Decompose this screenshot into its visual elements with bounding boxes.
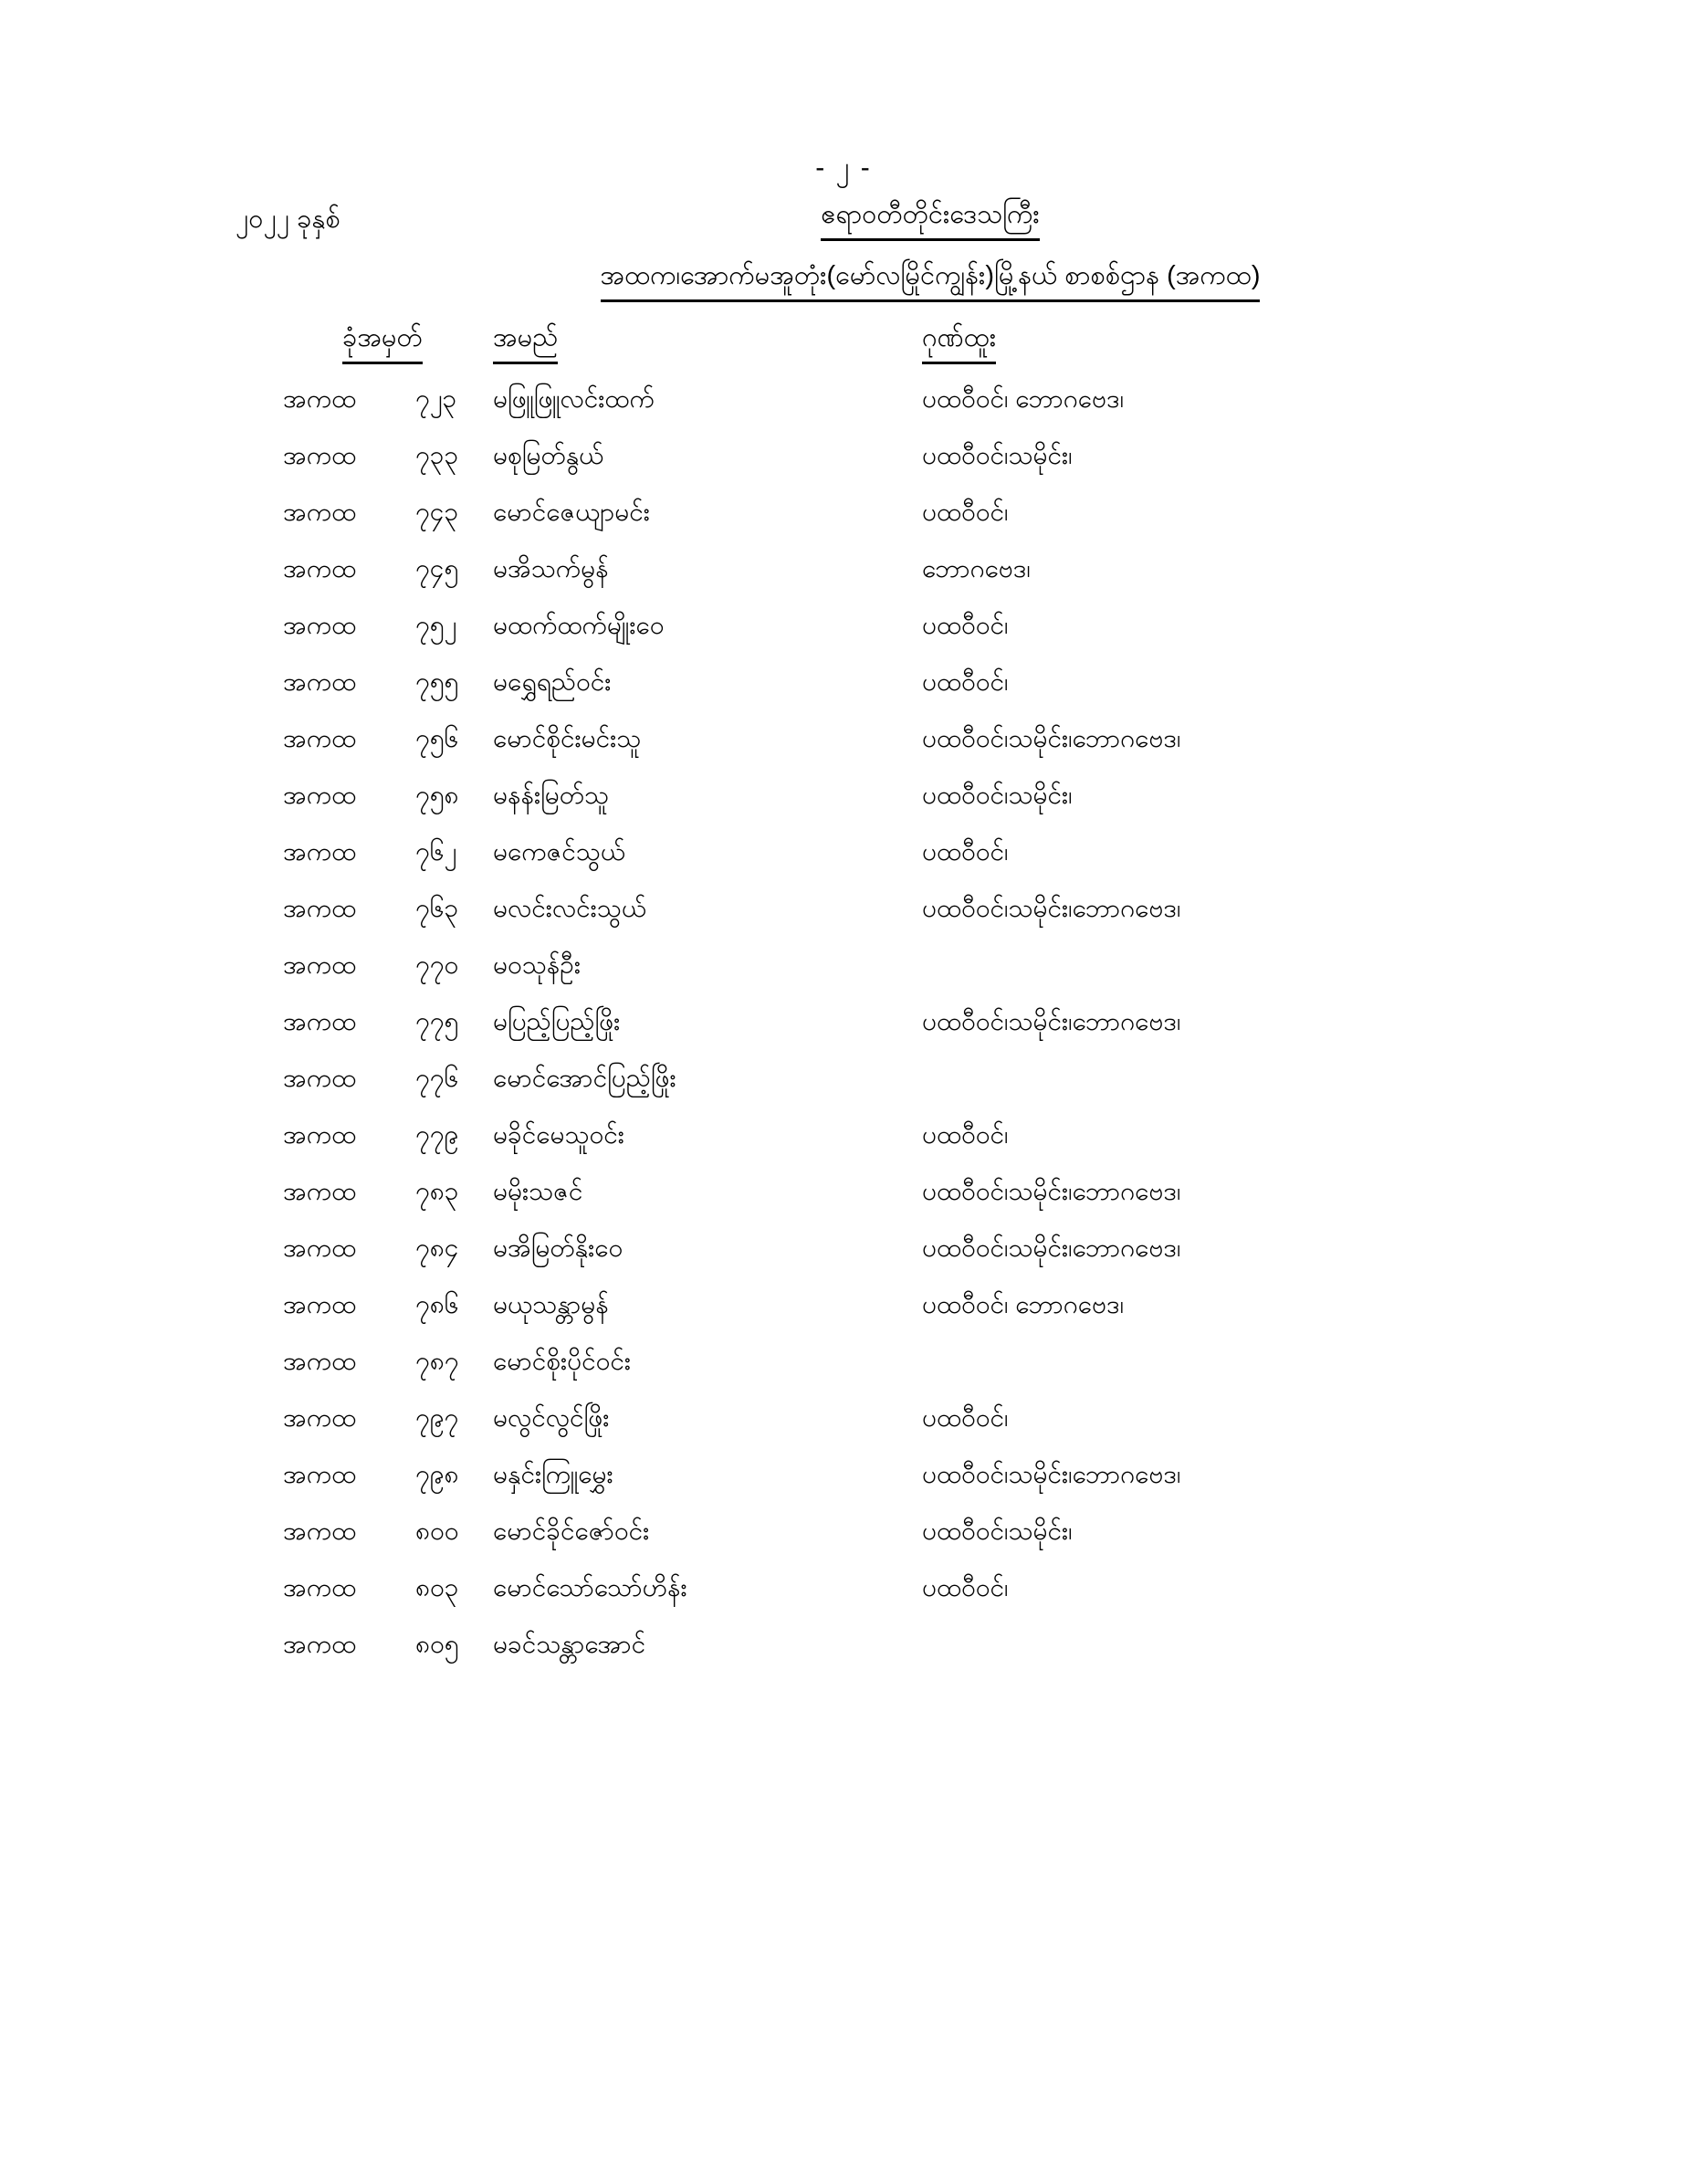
- roll-number-cell: ၇၈၄: [415, 1234, 459, 1262]
- distinction-cell: ပထဝီဝင်၊: [922, 667, 1009, 696]
- roll-number-cell: ၇၆၂: [415, 837, 457, 866]
- distinction-cell: ပထဝီဝင်၊: [922, 498, 1009, 526]
- roll-number-cell: ၇၂၃: [415, 384, 457, 413]
- rows-container: [0, 382, 1687, 1684]
- distinction-cell: ပထဝီဝင်၊ ဘောဂဗေဒ၊: [922, 384, 1125, 413]
- distinction-cell: ပထဝီဝင်၊သမိုင်း၊: [922, 781, 1073, 809]
- table-row: [0, 1118, 1687, 1174]
- student-name-cell: မအိသက်မွန်: [493, 554, 609, 583]
- student-name-cell: မဝသုန်ဦး: [493, 950, 581, 979]
- exam-code-cell: အကထ: [283, 950, 357, 979]
- exam-code-cell: အကထ: [283, 1403, 357, 1432]
- roll-number-cell: ၇၆၃: [415, 894, 459, 922]
- table-row: [0, 608, 1687, 665]
- roll-number-cell: ၇၈၆: [415, 1290, 459, 1318]
- table-row: [0, 1061, 1687, 1118]
- student-name-cell: မလွင်လွင်ဖြိုး: [493, 1403, 610, 1432]
- distinction-cell: ပထဝီဝင်၊သမိုင်း၊ဘောဂဗေဒ၊: [922, 1460, 1181, 1488]
- exam-code-cell: အကထ: [283, 837, 357, 866]
- exam-code-cell: အကထ: [283, 441, 357, 469]
- year-label: ၂၀၂၂ ခုနှစ်: [236, 205, 341, 234]
- student-name-cell: မမိုးသဇင်: [493, 1177, 583, 1205]
- student-name-cell: မယုသန္တာမွန်: [493, 1290, 609, 1318]
- roll-number-cell: ၇၅၈: [415, 781, 459, 809]
- student-name-cell: မခင်သန္တာအောင်: [493, 1630, 646, 1658]
- exam-code-cell: အကထ: [283, 554, 357, 583]
- table-row: [0, 1287, 1687, 1344]
- distinction-cell: ဘောဂဗေဒ၊: [922, 554, 1031, 583]
- distinction-cell: ပထဝီဝင်၊: [922, 1403, 1009, 1432]
- student-name-cell: မစုမြတ်နွယ်: [493, 441, 604, 469]
- exam-code-cell: အကထ: [283, 1064, 357, 1092]
- roll-number-cell: ၈၀၃: [415, 1573, 459, 1601]
- distinction-cell: ပထဝီဝင်၊: [922, 837, 1009, 866]
- student-name-cell: မအိမြတ်နိုးဝေ: [493, 1234, 623, 1262]
- student-name-cell: မောင်သော်သော်ဟိန်း: [493, 1573, 687, 1601]
- table-row: [0, 1627, 1687, 1684]
- distinction-cell: ပထဝီဝင်၊သမိုင်း၊ဘောဂဗေဒ၊: [922, 1007, 1181, 1035]
- roll-number-cell: ၇၅၆: [415, 724, 459, 752]
- table-row: [0, 891, 1687, 948]
- roll-number-cell: ၇၈၇: [415, 1347, 459, 1375]
- roll-number-cell: ၇၅၂: [415, 611, 457, 639]
- table-row: [0, 721, 1687, 778]
- exam-code-cell: အကထ: [283, 1347, 357, 1375]
- student-name-cell: မလင်းလင်းသွယ်: [493, 894, 647, 922]
- exam-code-cell: အကထ: [283, 1630, 357, 1658]
- student-name-cell: မောင်စိုးပိုင်ဝင်း: [493, 1347, 631, 1375]
- distinction-cell: ပထဝီဝင်၊သမိုင်း၊ဘောဂဗေဒ၊: [922, 724, 1181, 752]
- table-row: [0, 1401, 1687, 1457]
- roll-number-cell: ၇၇၉: [415, 1120, 459, 1149]
- table-row: [0, 438, 1687, 495]
- student-name-cell: မောင်အောင်ပြည့်ဖြိုး: [493, 1064, 676, 1092]
- exam-code-cell: အကထ: [283, 1517, 357, 1545]
- student-name-cell: မကေဇင်သွယ်: [493, 837, 626, 866]
- student-name-cell: မောင်ဇေယျာမင်း: [493, 498, 650, 526]
- roll-number-cell: ၇၇၆: [415, 1064, 459, 1092]
- roll-number-cell: ၇၉၇: [415, 1403, 459, 1432]
- region-title-band: [173, 197, 1687, 241]
- exam-code-cell: အကထ: [283, 1234, 357, 1262]
- table-row: [0, 1457, 1687, 1514]
- roll-number-cell: ၈၀၅: [415, 1630, 459, 1658]
- exam-code-cell: အကထ: [283, 1460, 357, 1488]
- exam-code-cell: အကထ: [283, 667, 357, 696]
- student-name-cell: မဖြူဖြူလင်းထက်: [493, 384, 655, 413]
- student-name-cell: မောင်စိုင်းမင်းသူ: [493, 724, 642, 752]
- roll-number-cell: ၈၀၀: [415, 1517, 459, 1545]
- student-name-cell: မထက်ထက်မျိုးဝေ: [493, 611, 665, 639]
- roll-number-cell: ၇၃၃: [415, 441, 459, 469]
- distinction-cell: ပထဝီဝင်၊: [922, 611, 1009, 639]
- table-row: [0, 835, 1687, 891]
- table-row: [0, 1570, 1687, 1627]
- name-column-header: အမည်: [493, 320, 558, 364]
- table-row: [0, 495, 1687, 551]
- student-name-cell: မရွှေရည်ဝင်း: [493, 667, 612, 696]
- table-row: [0, 1004, 1687, 1061]
- exam-center-title: အထက၊အောက်မအူတုံး(မော်လမြိုင်ကျွန်း)မြို့နယ် စာစစ်ဌာန (အကထ): [601, 258, 1261, 302]
- table-row: [0, 665, 1687, 721]
- student-name-cell: မနှင်းကြူမွှေး: [493, 1460, 613, 1488]
- region-title: ဧရာဝတီတိုင်းဒေသကြီး: [821, 197, 1039, 241]
- distinction-cell: ပထဝီဝင်၊သမိုင်း၊ဘောဂဗေဒ၊: [922, 894, 1181, 922]
- student-name-cell: မပြည့်ပြည့်ဖြိုး: [493, 1007, 621, 1035]
- student-name-cell: မခိုင်မေသူဝင်း: [493, 1120, 624, 1149]
- table-row: [0, 1514, 1687, 1570]
- exam-code-cell: အကထ: [283, 1290, 357, 1318]
- table-row: [0, 551, 1687, 608]
- roll-number-cell: ၇၇၀: [415, 950, 459, 979]
- table-row: [0, 1174, 1687, 1231]
- distinction-cell: ပထဝီဝင်၊သမိုင်း၊ဘောဂဗေဒ၊: [922, 1234, 1181, 1262]
- roll-number-cell: ၇၉၈: [415, 1460, 459, 1488]
- table-row: [0, 382, 1687, 438]
- exam-code-cell: အကထ: [283, 1120, 357, 1149]
- roll-number-cell: ၇၄၃: [415, 498, 459, 526]
- distinction-cell: ပထဝီဝင်၊သမိုင်း၊: [922, 1517, 1073, 1545]
- table-row: [0, 778, 1687, 835]
- distinction-cell: ပထဝီဝင်၊: [922, 1120, 1009, 1149]
- roll-number-cell: ၇၅၅: [415, 667, 459, 696]
- exam-code-cell: အကထ: [283, 498, 357, 526]
- exam-code-cell: အကထ: [283, 1007, 357, 1035]
- exam-code-cell: အကထ: [283, 724, 357, 752]
- distinction-cell: ပထဝီဝင်၊ ဘောဂဗေဒ၊: [922, 1290, 1125, 1318]
- roll-number-cell: ၇၄၅: [415, 554, 459, 583]
- distinction-cell: ပထဝီဝင်၊သမိုင်း၊: [922, 441, 1073, 469]
- roll-number-cell: ၇၈၃: [415, 1177, 459, 1205]
- exam-code-cell: အကထ: [283, 1573, 357, 1601]
- page-number: - ၂ -: [815, 152, 872, 183]
- exam-code-cell: အကထ: [283, 384, 357, 413]
- distinction-cell: ပထဝီဝင်၊သမိုင်း၊ဘောဂဗေဒ၊: [922, 1177, 1181, 1205]
- distinction-cell: ပထဝီဝင်၊: [922, 1573, 1009, 1601]
- roll-number-cell: ၇၇၅: [415, 1007, 459, 1035]
- student-name-cell: မောင်ခိုင်ဇော်ဝင်း: [493, 1517, 650, 1545]
- table-row: [0, 1231, 1687, 1287]
- exam-code-cell: အကထ: [283, 781, 357, 809]
- exam-center-title-band: [173, 258, 1687, 302]
- distinction-column-header: ဂုဏ်ထူး: [922, 320, 996, 364]
- exam-code-cell: အကထ: [283, 1177, 357, 1205]
- exam-code-cell: အကထ: [283, 611, 357, 639]
- roll-column-header: ခုံအမှတ်: [342, 320, 423, 364]
- student-name-cell: မနန်းမြတ်သူ: [493, 781, 610, 809]
- table-row: [0, 948, 1687, 1004]
- table-row: [0, 1344, 1687, 1401]
- exam-code-cell: အကထ: [283, 894, 357, 922]
